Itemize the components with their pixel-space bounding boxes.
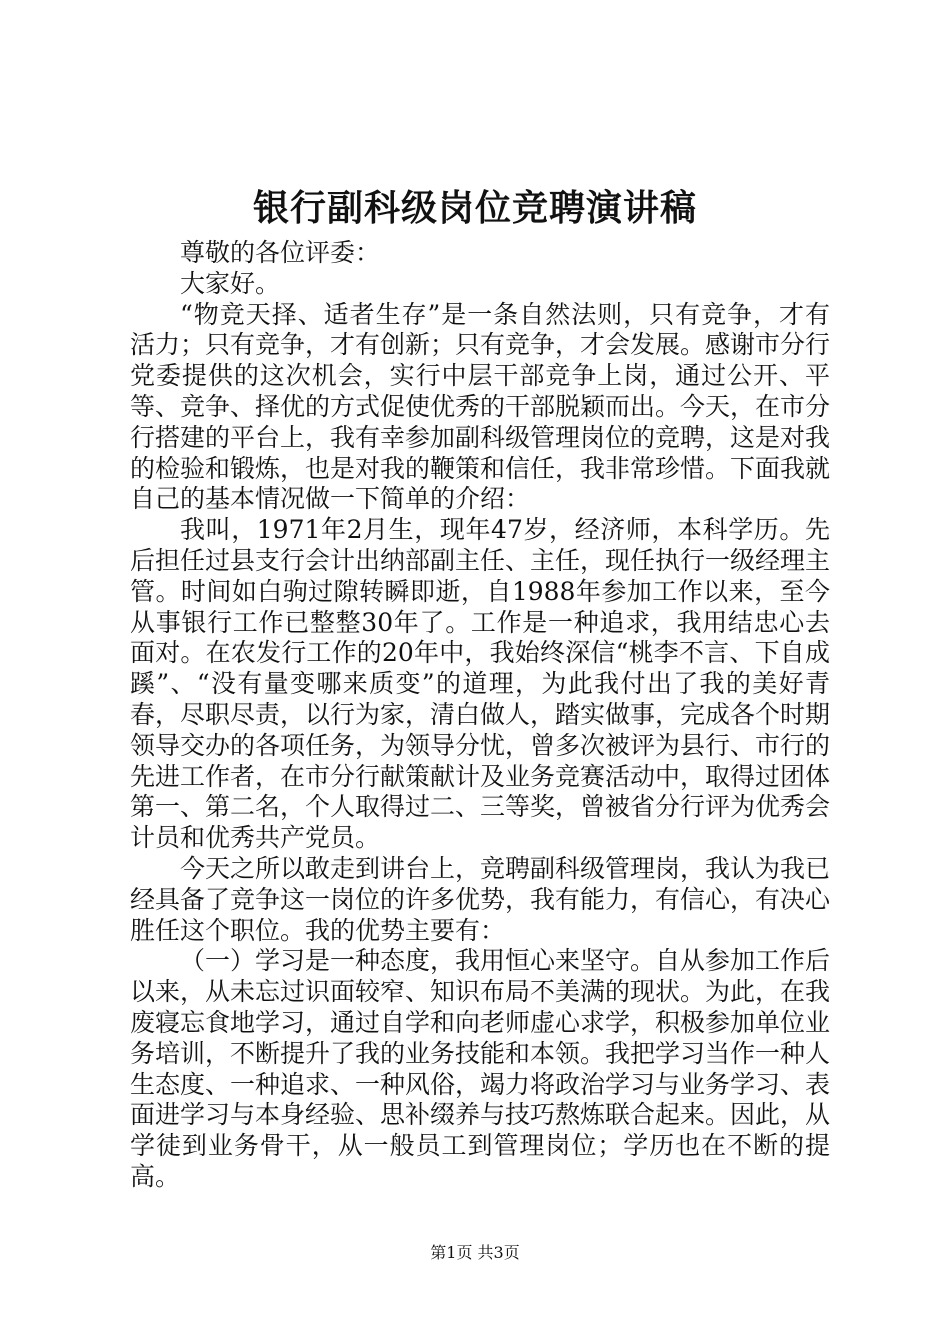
page-number: 第1页 共3页 xyxy=(430,1243,520,1262)
paragraph-salutation: 尊敬的各位评委： xyxy=(180,238,381,267)
paragraph-advantages-lead: 今天之所以敢走到讲台上，竞聘副科级管理岗，我认为我已经具备了竞争这一岗位的许多优势，我有能力，有信心，有决心胜任这个职位。我的优势主要有： xyxy=(130,853,831,945)
paragraph-greeting: 大家好。 xyxy=(180,268,281,298)
paragraph-intro: “物竞天择、适者生存”是一条自然法则，只有竞争，才有活力；只有竞争，才有创新；只有竞争，才会发展。感谢市分行党委提供的这次机会，实行中层干部竞争上岗，通过公开、平等、竞争、择优的方式促使优秀的干部脱颖而出。今天，在市分行搭建的平台上，我有幸参加副科级管理岗位的竞聘，这是对我的检验和锻炼，也是对我的鞭策和信任，我非常珍惜。下面我就自己的基本情况做一下简单的介绍： xyxy=(130,299,831,514)
paragraph-background: 我叫，1971年2月生，现年47岁，经济师，本科学历。先后担任过县支行会计出纳部副主任、主任，现任执行一级经理主管。时间如白驹过隙转瞬即逝，自1988年参加工作以来，至今从事银行工作已整整30年了。工作是一种追求，我用结忠心去面对。在农发行工作的20年中，我始终深信“桃李不言、下自成蹊”、“没有量变哪来质变”的道理，为此我付出了我的美好青春，尽职尽责，以行为家，清白做人，踏实做事，完成各个时期领导交办的各项任务，为领导分忧，曾多次被评为县行、市行的先进工作者，在市分行献策献计及业务竞赛活动中，取得过团体第一、第二名，个人取得过二、三等奖，曾被省分行评为优秀会计员和优秀共产党员。 xyxy=(130,515,831,853)
document-title: 银行副科级岗位竞聘演讲稿 xyxy=(252,187,697,229)
page-footer xyxy=(0,1241,950,1265)
document-body xyxy=(130,238,830,1193)
paragraph-advantage-1: （一）学习是一种态度，我用恒心来坚守。自从参加工作后以来，从未忘过识面较窄、知识布局不美满的现状。为此，在我废寝忘食地学习，通过自学和向老师虚心求学，积极参加单位业务培训，不断提升了我的业务技能和本领。我把学习当作一种人生态度、一种追求、一种风俗，竭力将政治学习与业务学习、表面进学习与本身经验、思补缀养与技巧熬炼联合起来。因此，从学徒到业务骨干，从一般员工到管理岗位；学历也在不断的提高。 xyxy=(130,946,831,1191)
